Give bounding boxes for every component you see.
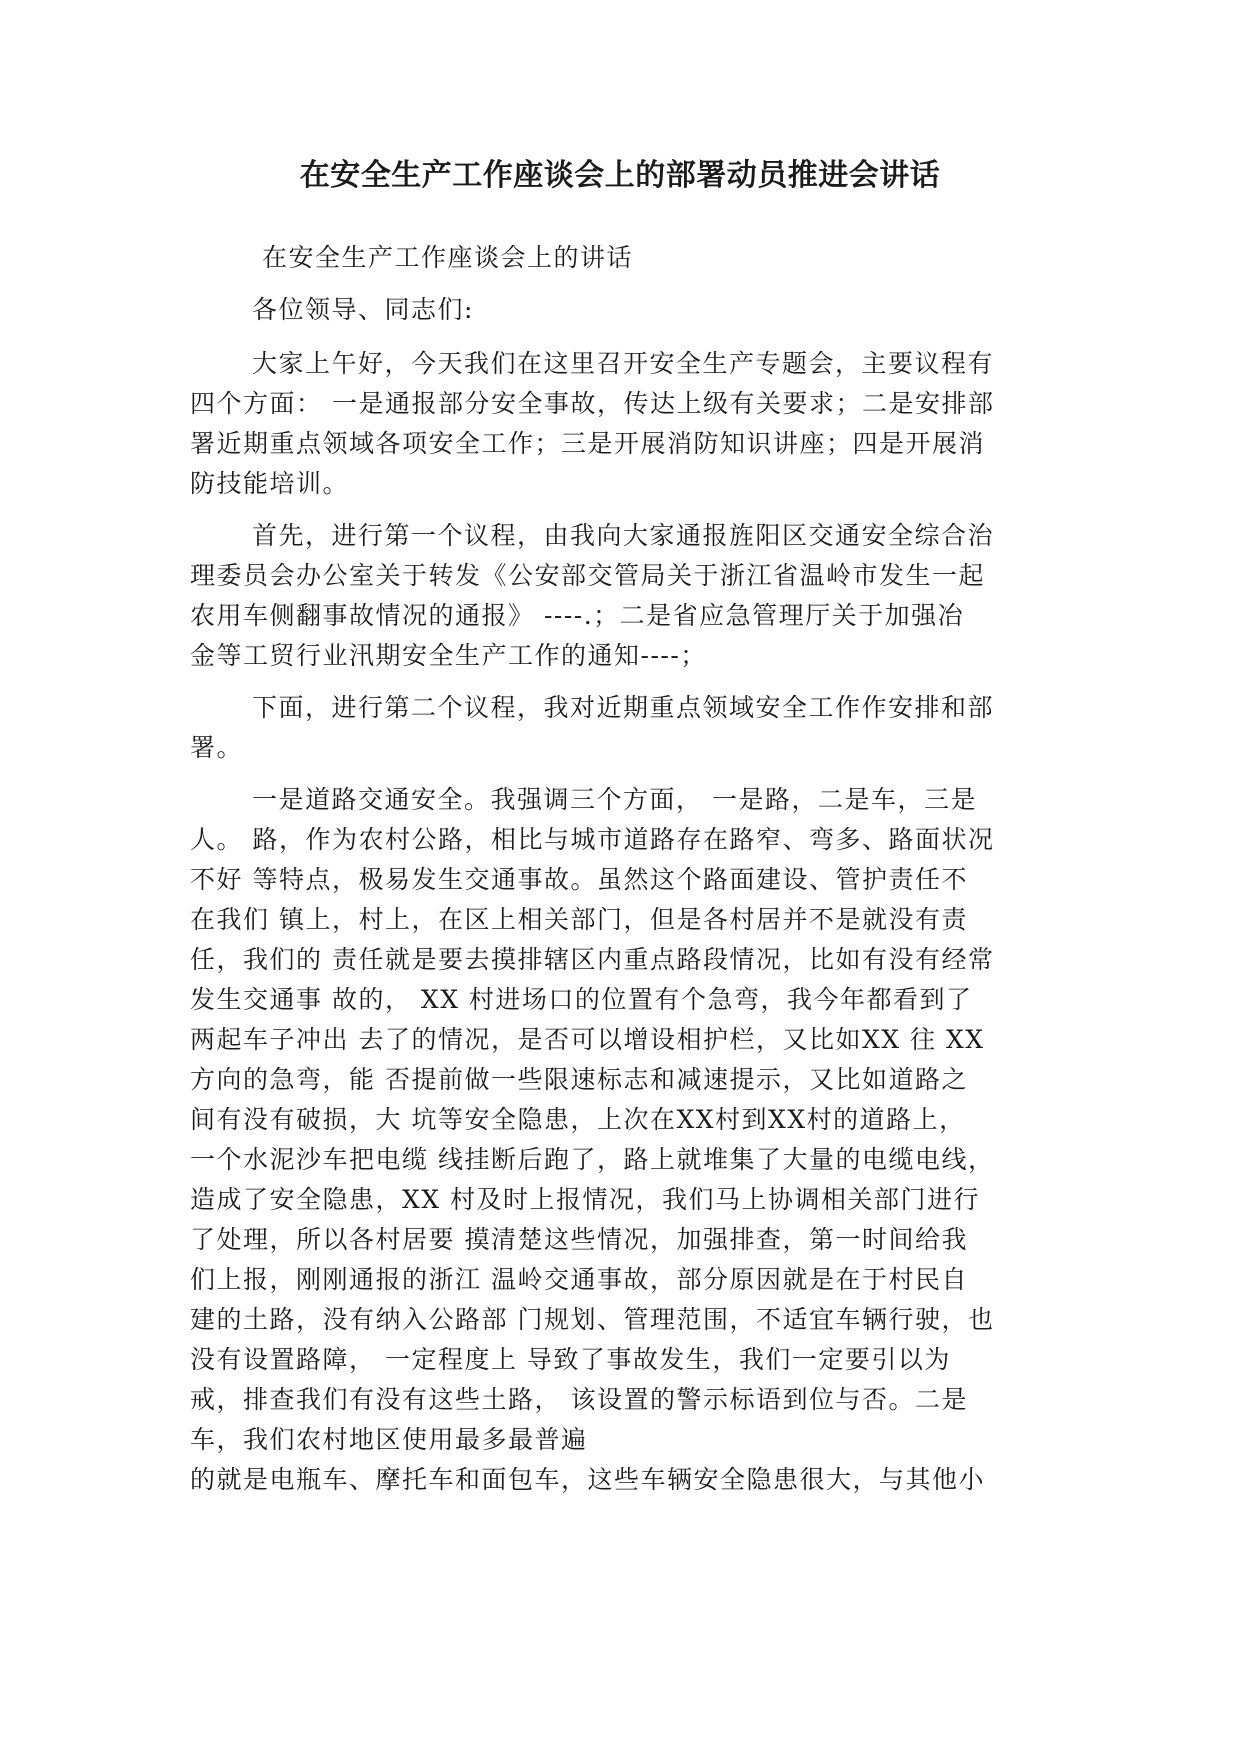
salutation: 各位领导、同志们: [252,295,474,324]
paragraph-line: 方向的急弯，能 否提前做一些限速标志和减速提示，又比如道路之 [190,1065,968,1094]
paragraph-road-safety [190,780,1060,1500]
paragraph-line: 任，我们的 责任就是要去摸排辖区内重点路段情况，比如有没有经常 [190,945,995,974]
paragraph-line: 一是道路交通安全。我强调三个方面， 一是路，二是车，三是 [252,785,977,814]
paragraph-line: 造成了安全隐患，XX 村及时上报情况，我们马上协调相关部门进行 [190,1185,981,1214]
paragraph-line: 建的土路，没有纳入公路部 门规划、管理范围，不适宜车辆行驶，也 [190,1305,995,1334]
paragraph-line: 署近期重点领域各项安全工作；三是开展消防知识讲座；四是开展消 [190,429,986,458]
paragraph-line: 一个水泥沙车把电缆 线挂断后跑了，路上就堆集了大量的电缆电线， [190,1145,995,1174]
paragraph-line: 首先，进行第一个议程，由我向大家通报旌阳区交通安全综合治 [252,521,995,550]
paragraph-line: 理委员会办公室关于转发《公安部交管局关于浙江省温岭市发生一起 [190,561,986,590]
paragraph-line: 两起车子冲出 去了的情况，是否可以增设相护栏，又比如XX 往 XX [190,1025,985,1054]
paragraph-line: 间有没有破损，大 坑等安全隐患，上次在XX村到XX村的道路上， [190,1105,966,1134]
paragraph-line: 在我们 镇上，村上，在区上相关部门，但是各村居并不是就没有责 [190,905,968,934]
paragraph-second-item [190,688,1060,768]
document-title: 在安全生产工作座谈会上的部署动员推进会讲话 [299,158,941,193]
paragraph-line: 了处理，所以各村居要 摸清楚这些情况，加强排查，第一时间给我 [190,1225,968,1254]
paragraph-line: 人。 路，作为农村公路，相比与城市道路存在路窄、弯多、路面状况 [190,825,995,854]
paragraph-line: 下面，进行第二个议程，我对近期重点领域安全工作作安排和部 [252,693,995,722]
paragraph-line: 不好 等特点，极易发生交通事故。虽然这个路面建设、管护责任不 [190,865,968,894]
paragraph-first-item [190,516,1060,676]
paragraph-line: 署。 [190,733,244,762]
document-body [190,238,1060,1512]
paragraph-line: 发生交通事 故的， XX 村进场口的位置有个急弯，我今年都看到了 [190,985,973,1014]
paragraph-line: 农用车侧翻事故情况的通报》 ----.；二是省应急管理厅关于加强冶 [190,601,965,630]
speech-subtitle: 在安全生产工作座谈会上的讲话 [262,243,634,272]
paragraph-line: 四个方面： 一是通报部分安全事故，传达上级有关要求；二是安排部 [190,389,995,418]
paragraph-line: 大家上午好，今天我们在这里召开安全生产专题会，主要议程有 [252,349,995,378]
paragraph-line: 戒，排查我们有没有这些土路， 该设置的警示标语到位与否。二是 [190,1385,968,1414]
paragraph-line: 车，我们农村地区使用最多最普遍 [190,1425,588,1454]
paragraph-agenda [190,344,1060,504]
paragraph-line: 没有设置路障， 一定程度上 导致了事故发生，我们一定要引以为 [190,1345,951,1374]
paragraph-line: 的就是电瓶车、摩托车和面包车，这些车辆安全隐患很大，与其他小 [190,1465,986,1494]
paragraph-line: 们上报，刚刚通报的浙江 温岭交通事故，部分原因就是在于村民自 [190,1265,968,1294]
paragraph-line: 防技能培训。 [190,469,350,498]
paragraph-line: 金等工贸行业汛期安全生产工作的通知----； [190,641,707,670]
